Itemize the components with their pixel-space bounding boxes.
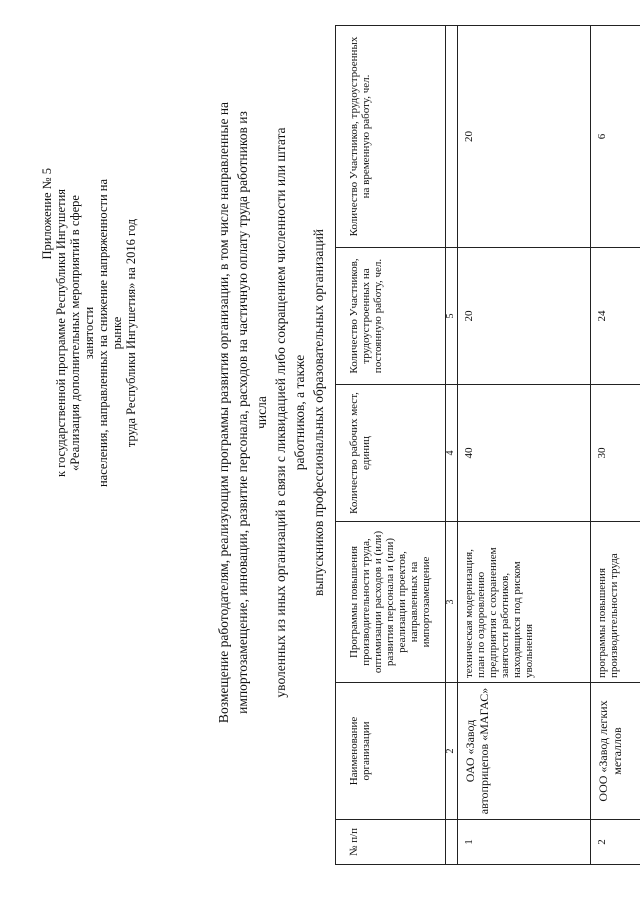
document-heading (214, 100, 328, 725)
appendix-line: населения, направленных на снижение напряженности на рынке (96, 178, 124, 488)
column-number: 4 (446, 385, 458, 522)
appendix-number: Приложение № 5 (40, 168, 54, 260)
permanent-value: 24 (591, 248, 640, 385)
header-workplaces: Количество рабочих мест, единиц (336, 385, 446, 522)
column-number (446, 820, 458, 865)
table-row (458, 26, 591, 865)
appendix-note (40, 168, 138, 498)
employers-table (335, 25, 640, 865)
header-number: № п/п (336, 820, 446, 865)
header-organization: Наименование организации (336, 683, 446, 820)
row-number: 1 (458, 820, 591, 865)
column-number: 5 (446, 248, 458, 385)
column-number: 2 (446, 683, 458, 820)
temporary-value: 20 (458, 26, 591, 248)
heading-line: выпускников профессиональных образовательных организаций (311, 228, 326, 597)
appendix-line: «Реализация дополнительных мероприятий в сфере занятости (68, 195, 96, 471)
organization-name: ОАО «Завод автоприцепов «МАГАС» (458, 683, 591, 820)
heading-line: Возмещение работодателям, реализующим программы развития организации, в том числе направленные на (216, 101, 231, 724)
permanent-value: 20 (458, 248, 591, 385)
header-temporary: Количество Участников, трудоустроенных на временную работу, чел. (336, 26, 446, 248)
heading-line: импортозамещение, инновации, развитие персонала, расходов на частичную оплату труда работников из числа (235, 111, 269, 714)
header-programs: Программы повышения производительности труда, оптимизации расходов и (или) развития персонала и (или) реализации проектов, направленных на импортозамещение (336, 522, 446, 683)
table-row (591, 26, 640, 865)
table-header-row (336, 26, 446, 865)
heading-line: уволенных из иных организаций в связи с ликвидацией либо сокращением численности или штата работников, а также (273, 127, 307, 698)
appendix-line: к государственной программе Республики Ингушетия (54, 188, 68, 478)
header-permanent: Количество Участников, трудоустроенных на постоянную работу, чел. (336, 248, 446, 385)
column-number: 3 (446, 522, 458, 683)
workplaces-value: 30 (591, 385, 640, 522)
organization-name: ООО «Завод легких металлов (591, 683, 640, 820)
program-text: техническая модернизация, план по оздоровлению предприятия с сохранением занятости работников, находящихся под риском увольнения (458, 522, 591, 683)
workplaces-value: 40 (458, 385, 591, 522)
column-number-row (446, 26, 458, 865)
temporary-value: 6 (591, 26, 640, 248)
row-number: 2 (591, 820, 640, 865)
column-number (446, 26, 458, 248)
program-text: программы повышения производительности труда (591, 522, 640, 683)
appendix-line: труда Республики Ингушетия» на 2016 год (124, 218, 138, 448)
